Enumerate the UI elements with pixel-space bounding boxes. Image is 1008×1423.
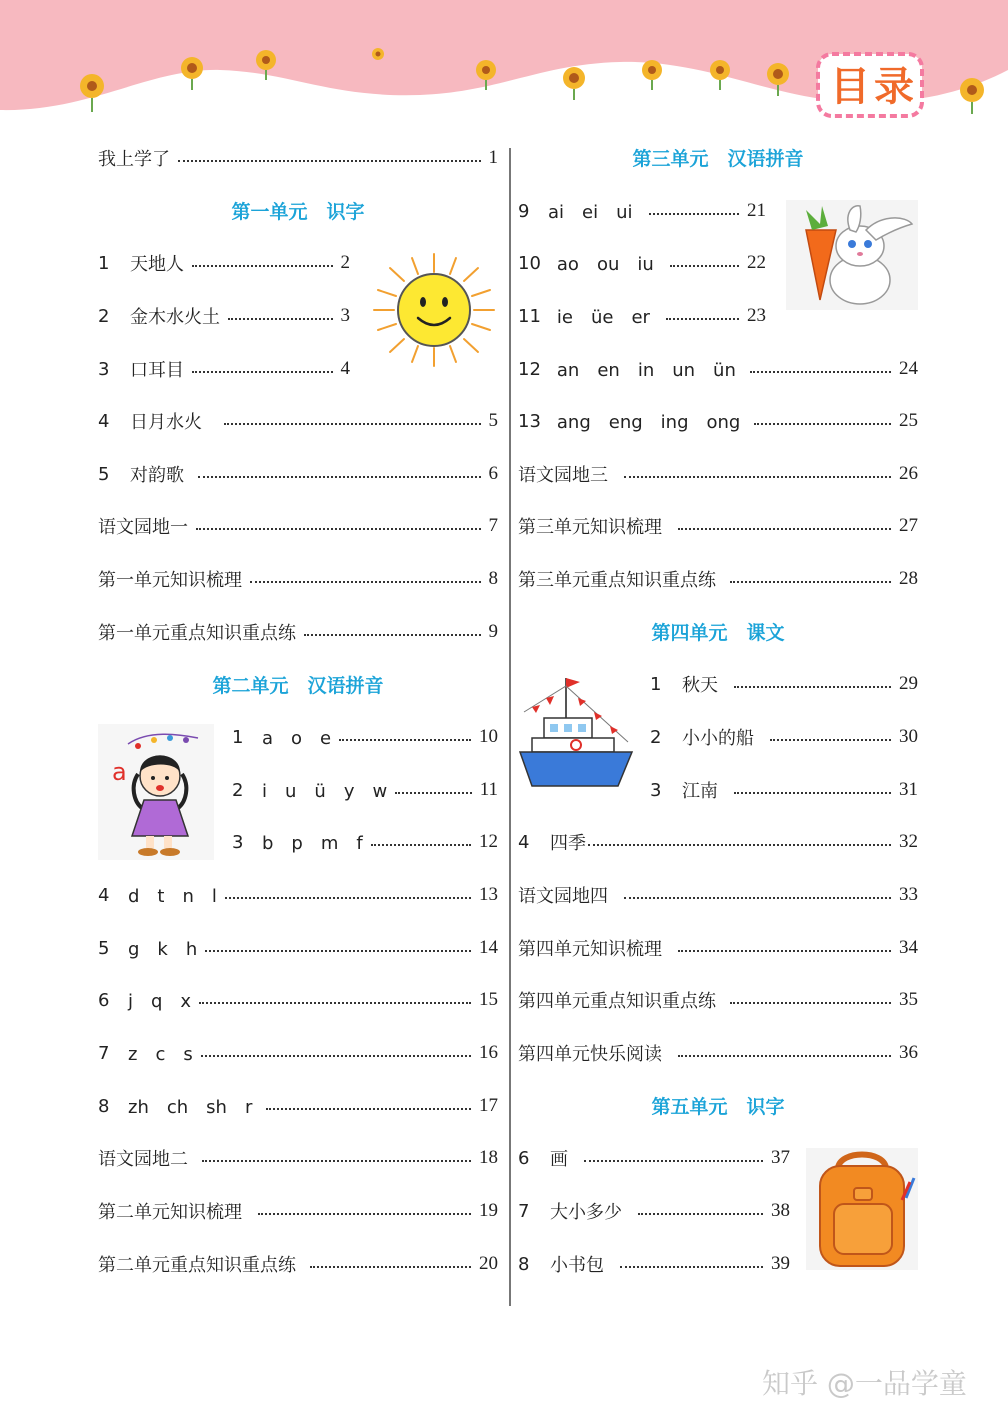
entry-page: 24 [899, 358, 918, 379]
entry-page: 9 [488, 621, 498, 642]
toc-entry[interactable] [98, 406, 498, 436]
entry-page: 18 [479, 1147, 498, 1168]
leader-dots [258, 1213, 471, 1215]
leader-dots [624, 476, 891, 478]
entry-page: 11 [479, 779, 498, 800]
entry-title: 第三单元重点知识重点练 [518, 570, 716, 591]
toc-entry[interactable] [98, 564, 498, 594]
toc-entry[interactable] [98, 933, 498, 963]
leader-dots [192, 265, 333, 267]
entry-page: 15 [479, 989, 498, 1010]
entry-number: 12 [518, 358, 541, 380]
entry-title: 第三单元知识梳理 [518, 517, 662, 538]
leader-dots [620, 1266, 763, 1268]
entry-page: 12 [479, 831, 498, 852]
entry-page: 13 [479, 884, 498, 905]
entry-page: 30 [899, 726, 918, 747]
entry-number: 5 [98, 463, 110, 485]
entry-number: 6 [518, 1147, 530, 1169]
entry-page: 19 [479, 1200, 498, 1221]
entry-title: 小书包 [550, 1255, 604, 1276]
entry-page: 17 [479, 1095, 498, 1116]
leader-dots [730, 1002, 891, 1004]
entry-page: 37 [771, 1147, 790, 1168]
svg-text:a: a [112, 758, 127, 786]
entry-number: 1 [98, 252, 110, 274]
toc-entry[interactable] [518, 1143, 790, 1173]
entry-number: 4 [98, 410, 110, 432]
entry-page: 14 [479, 937, 498, 958]
toc-entry[interactable] [518, 1196, 790, 1226]
toc-entry[interactable] [650, 669, 918, 699]
toc-entry[interactable] [518, 827, 918, 857]
entry-title: ai ei ui [548, 202, 633, 223]
entry-number: 6 [98, 989, 110, 1011]
entry-title: ie üe er [556, 307, 650, 328]
toc-entry[interactable] [518, 1038, 918, 1068]
entry-title: 第四单元重点知识重点练 [518, 991, 716, 1012]
leader-dots [750, 371, 891, 373]
entry-title: 大小多少 [550, 1202, 622, 1223]
entry-page: 35 [899, 989, 918, 1010]
entry-number: 8 [98, 1095, 110, 1117]
leader-dots [201, 1055, 471, 1057]
entry-title: g k h [128, 939, 198, 960]
toc-entry[interactable] [518, 196, 766, 226]
entry-page: 25 [899, 410, 918, 431]
entry-page: 34 [899, 937, 918, 958]
entry-title: j q x [128, 991, 192, 1012]
entry-title: 第一单元重点知识重点练 [98, 623, 296, 644]
toc-entry[interactable] [518, 1249, 790, 1279]
leader-dots [770, 739, 891, 741]
entry-title: a o e [262, 728, 332, 749]
entry-title: 第二单元重点知识重点练 [98, 1255, 296, 1276]
toc-entry[interactable] [98, 1143, 498, 1173]
entry-title: d t n l [128, 886, 217, 907]
toc-entry[interactable] [98, 617, 498, 647]
leader-dots [224, 423, 481, 425]
entry-number: 2 [232, 779, 244, 801]
entry-number: 4 [98, 884, 110, 906]
entry-number: 2 [98, 305, 110, 327]
column-divider [509, 148, 511, 1306]
toc-entry[interactable] [518, 511, 918, 541]
toc-entry[interactable] [232, 722, 498, 752]
entry-number: 3 [98, 358, 110, 380]
leader-dots [339, 739, 471, 741]
entry-title: 语文园地三 [518, 465, 608, 486]
leader-dots [371, 844, 471, 846]
entry-title: z c s [128, 1044, 193, 1065]
entry-title: 口耳目 [130, 360, 184, 381]
leader-dots [678, 528, 891, 530]
section-heading-unit2: 第二单元 汉语拼音 [212, 675, 384, 697]
girl-icon [98, 724, 214, 860]
toc-entry[interactable] [518, 564, 918, 594]
entry-number: 3 [650, 779, 662, 801]
backpack-icon [806, 1148, 918, 1270]
entry-title: ang eng ing ong [556, 412, 741, 433]
entry-title: 江南 [682, 781, 718, 802]
entry-page: 1 [488, 147, 498, 168]
leader-dots [225, 897, 471, 899]
entry-page: 4 [340, 358, 350, 379]
toc-entry[interactable] [98, 143, 498, 173]
toc-entry[interactable] [98, 248, 350, 278]
entry-number: 5 [98, 937, 110, 959]
entry-title: 对韵歌 [130, 465, 184, 486]
entry-page: 2 [340, 252, 350, 273]
toc-entry[interactable] [518, 406, 918, 436]
leader-dots [678, 950, 891, 952]
leader-dots [250, 581, 481, 583]
toc-entry[interactable] [518, 459, 918, 489]
toc-entry[interactable] [98, 459, 498, 489]
section-heading-unit4: 第四单元 课文 [651, 622, 785, 644]
entry-page: 10 [479, 726, 498, 747]
toc-entry[interactable] [98, 354, 350, 384]
toc-entry[interactable] [518, 933, 918, 963]
entry-title: i u ü y w [262, 781, 388, 802]
page-title: 目录 [830, 64, 918, 110]
leader-dots [178, 160, 481, 162]
toc-entry[interactable] [518, 354, 918, 384]
boat-icon [518, 672, 634, 792]
entry-title: 语文园地一 [98, 517, 188, 538]
entry-title: 日月水火 [130, 412, 202, 433]
toc-entry[interactable] [232, 827, 498, 857]
leader-dots [198, 476, 481, 478]
leader-dots [754, 423, 891, 425]
toc-entry[interactable] [98, 1038, 498, 1068]
entry-title: 金木水火土 [130, 307, 220, 328]
watermark: 知乎 @一品学童 [762, 1367, 967, 1400]
entry-number: 13 [518, 410, 541, 432]
entry-title: 语文园地二 [98, 1149, 188, 1170]
entry-title: ao ou iu [556, 254, 654, 275]
entry-title: 秋天 [682, 675, 718, 696]
entry-title: 第二单元知识梳理 [98, 1202, 242, 1223]
toc-entry[interactable] [98, 511, 498, 541]
entry-title: 语文园地四 [518, 886, 608, 907]
entry-page: 21 [747, 200, 766, 221]
toc-entry[interactable] [98, 1091, 498, 1121]
leader-dots [649, 213, 739, 215]
leader-dots [266, 1108, 471, 1110]
leader-dots [584, 1160, 763, 1162]
leader-dots [670, 265, 739, 267]
leader-dots [202, 1160, 471, 1162]
leader-dots [588, 844, 891, 846]
leader-dots [395, 792, 472, 794]
entry-page: 31 [899, 779, 918, 800]
leader-dots [192, 371, 333, 373]
leader-dots [734, 686, 891, 688]
leader-dots [624, 897, 891, 899]
entry-title: 第一单元知识梳理 [98, 570, 242, 591]
rabbit-icon [786, 200, 918, 310]
section-heading-unit5: 第五单元 识字 [651, 1096, 785, 1118]
entry-number: 10 [518, 252, 541, 274]
entry-page: 5 [488, 410, 498, 431]
entry-title: zh ch sh r [128, 1097, 253, 1118]
entry-title: 画 [550, 1149, 568, 1170]
entry-number: 9 [518, 200, 530, 222]
entry-title: 第四单元快乐阅读 [518, 1044, 662, 1065]
entry-page: 16 [479, 1042, 498, 1063]
leader-dots [205, 950, 471, 952]
toc-entry[interactable] [232, 775, 498, 805]
leader-dots [228, 318, 333, 320]
toc-entry[interactable] [650, 775, 918, 805]
leader-dots [310, 1266, 471, 1268]
section-heading-unit1: 第一单元 识字 [231, 201, 365, 223]
entry-number: 7 [98, 1042, 110, 1064]
leader-dots [734, 792, 891, 794]
entry-number: 8 [518, 1253, 530, 1275]
entry-title: 天地人 [130, 254, 184, 275]
entry-page: 36 [899, 1042, 918, 1063]
entry-page: 39 [771, 1253, 790, 1274]
toc-entry[interactable] [518, 301, 766, 331]
entry-number: 1 [232, 726, 244, 748]
entry-page: 27 [899, 515, 918, 536]
entry-page: 29 [899, 673, 918, 694]
entry-title: 第四单元知识梳理 [518, 939, 662, 960]
entry-number: 7 [518, 1200, 530, 1222]
toc-entry[interactable] [98, 880, 498, 910]
section-heading-unit3: 第三单元 汉语拼音 [632, 148, 804, 170]
leader-dots [196, 528, 481, 530]
toc-entry[interactable] [98, 1196, 498, 1226]
sun-icon [368, 250, 500, 370]
leader-dots [666, 318, 739, 320]
toc-entry[interactable] [98, 985, 498, 1015]
leader-dots [730, 581, 891, 583]
entry-number: 1 [650, 673, 662, 695]
entry-title: 四季 [550, 833, 586, 854]
entry-number: 2 [650, 726, 662, 748]
entry-number: 3 [232, 831, 244, 853]
entry-page: 3 [340, 305, 350, 326]
leader-dots [199, 1002, 471, 1004]
entry-page: 26 [899, 463, 918, 484]
toc-entry[interactable] [518, 985, 918, 1015]
entry-page: 28 [899, 568, 918, 589]
leader-dots [638, 1213, 763, 1215]
toc-entry[interactable] [98, 1249, 498, 1279]
entry-page: 7 [488, 515, 498, 536]
toc-entry[interactable] [518, 880, 918, 910]
entry-page: 20 [479, 1253, 498, 1274]
entry-title: an en in un ün [556, 360, 736, 381]
toc-entry[interactable] [518, 248, 766, 278]
entry-page: 6 [488, 463, 498, 484]
toc-entry[interactable] [650, 722, 918, 752]
entry-page: 32 [899, 831, 918, 852]
entry-title: 小小的船 [682, 728, 754, 749]
entry-number: 4 [518, 831, 530, 853]
entry-title: 我上学了 [98, 149, 170, 170]
entry-page: 38 [771, 1200, 790, 1221]
entry-page: 22 [747, 252, 766, 273]
entry-page: 8 [488, 568, 498, 589]
entry-page: 33 [899, 884, 918, 905]
entry-number: 11 [518, 305, 541, 327]
leader-dots [304, 634, 481, 636]
entry-page: 23 [747, 305, 766, 326]
leader-dots [678, 1055, 891, 1057]
toc-entry[interactable] [98, 301, 350, 331]
entry-title: b p m f [262, 833, 363, 854]
